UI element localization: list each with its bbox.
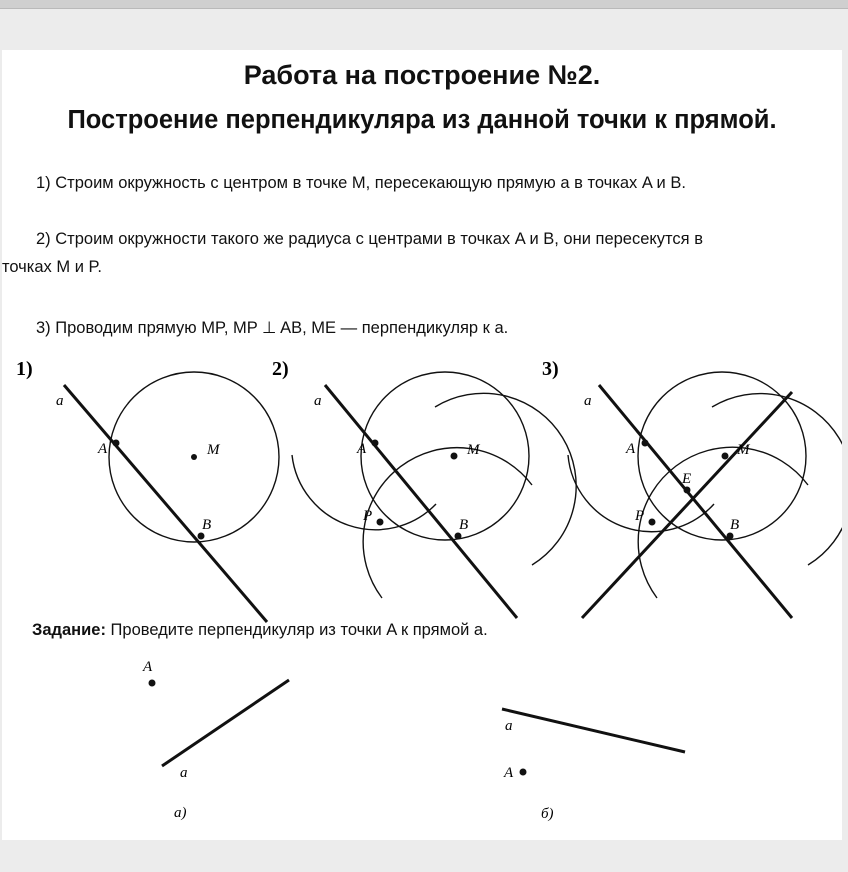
- fig1-point-A: [113, 440, 120, 447]
- exercise-a-label-a: a: [180, 765, 188, 781]
- fig2-point-A: [372, 440, 379, 447]
- fig3-label-M: M: [737, 442, 750, 458]
- fig2-label-A: A: [357, 441, 367, 457]
- exercise-a-line: [162, 680, 289, 766]
- fig2-point-M: [451, 453, 458, 460]
- fig2-arc-B: [363, 448, 532, 598]
- task-text: [32, 621, 488, 640]
- exercise-b-label-A: A: [504, 765, 514, 781]
- fig3-arc-B: [638, 447, 808, 598]
- task-body: Проведите перпендикуляр из точки A к прямой a.: [105, 621, 488, 639]
- fig1-label-M: M: [207, 442, 220, 458]
- document-page: [2, 50, 842, 840]
- fig3-label-P: P: [635, 508, 645, 524]
- fig1-label-a: a: [56, 393, 64, 409]
- fig2-label-P: P: [363, 508, 373, 524]
- exercise-a-caption: а): [174, 805, 187, 821]
- fig1-label-B: B: [202, 517, 212, 533]
- construction-diagrams: [2, 50, 842, 840]
- exercise-a-label-A: A: [143, 659, 153, 675]
- fig1-line-a: [64, 385, 267, 622]
- figure-1-number: 1): [16, 358, 33, 380]
- fig2-circle-M: [361, 372, 529, 540]
- exercise-b-line: [502, 709, 685, 752]
- step-2-text: 2) Строим окружности такого же радиуса с центрами в точках A и B, они пересекутся в: [36, 230, 703, 248]
- fig1-point-M: [191, 454, 197, 460]
- page-subtitle: Построение перпендикуляра из данной точки к прямой.: [67, 106, 777, 134]
- fig3-label-a: a: [584, 393, 592, 409]
- fig2-label-M: M: [467, 442, 480, 458]
- fig3-point-A: [642, 440, 649, 447]
- fig3-point-B: [727, 533, 734, 540]
- exercise-a-point-A: [149, 680, 156, 687]
- page-title: Работа на построение №2.: [243, 60, 601, 90]
- fig3-label-B: B: [730, 517, 740, 533]
- exercise-b-point-A: [520, 769, 527, 776]
- fig3-label-A: A: [626, 441, 636, 457]
- fig3-point-M: [722, 453, 729, 460]
- fig2-label-a: a: [314, 393, 322, 409]
- fig3-point-P: [649, 519, 656, 526]
- fig2-point-B: [455, 533, 462, 540]
- step-1-text: 1) Строим окружность с центром в точке M, пересекающую прямую a в точках A и B.: [36, 174, 686, 192]
- fig3-line-MP: [582, 392, 792, 618]
- task-label: Задание:: [32, 621, 106, 639]
- fig2-point-P: [377, 519, 384, 526]
- exercise-b-caption: б): [541, 806, 554, 822]
- fig1-label-A: A: [98, 441, 108, 457]
- window-top-bar: [0, 0, 848, 9]
- fig3-point-E: [684, 487, 691, 494]
- fig1-point-B: [198, 533, 205, 540]
- fig3-label-E: E: [682, 471, 692, 487]
- figure-2-number: 2): [272, 358, 289, 380]
- fig3-line-a: [599, 385, 792, 618]
- figure-3-number: 3): [542, 358, 559, 380]
- step-3-text: 3) Проводим прямую MP, MP ⊥ AB, ME — перпендикуляр к a.: [36, 319, 509, 337]
- fig2-line-a: [325, 385, 517, 618]
- step-2-text-continued: точках M и P.: [2, 258, 102, 276]
- exercise-b-label-a: a: [505, 718, 513, 734]
- fig2-label-B: B: [459, 517, 469, 533]
